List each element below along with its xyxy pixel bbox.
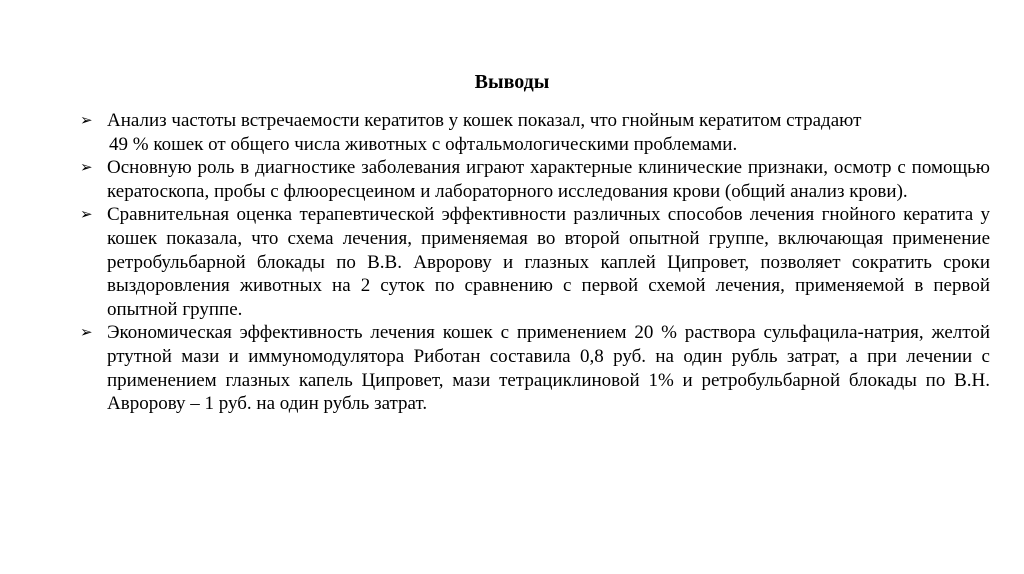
list-item — [80, 109, 990, 156]
arrow-bullet-icon: ➢ — [80, 111, 93, 129]
list-item-text: Основную роль в диагностике заболевания играют характерные клинические признаки, осмотр с помощью кератоскопа, пробы с флюоресцеином и лабораторного исследования крови (общий анализ крови). — [107, 157, 990, 202]
slide-title: Выводы — [474, 71, 550, 93]
list-item-text-line: Анализ частоты встречаемости кератитов у кошек показал, что гнойным кератитом страдают — [107, 110, 862, 131]
list-item-text-line: 49 % кошек от общего числа животных с офтальмологическими проблемами. — [109, 133, 738, 155]
list-item-text: Экономическая эффективность лечения кошек с применением 20 % раствора сульфацила-натрия, желтой ртутной мази и иммуномодулятора Риботан составила 0,8 руб. на один рубль затрат, а при лечении с применением глазных капель Ципровет, мази тетрациклиновой 1% и ретробульбарной блокады по В.Н. Авророву – 1 руб. на один рубль затрат. — [107, 322, 990, 415]
arrow-bullet-icon: ➢ — [80, 205, 93, 224]
list-item-text: Сравнительная оценка терапевтической эффективности различных способов лечения гнойного кератита у кошек показала, что схема лечения, применяемая во второй опытной группе, включающая применение ретробульбарной блокады по В.В. Авророву и глазных каплей Ципровет, позволяет сократить сроки выздоровления животных на 2 суток по сравнению с первой схемой лечения, применяемой в первой опытной группе. — [107, 204, 990, 320]
arrow-bullet-icon: ➢ — [80, 158, 93, 177]
list-item — [80, 321, 990, 415]
list-item — [80, 156, 990, 203]
list-item — [80, 203, 990, 321]
conclusions-list — [80, 109, 990, 416]
arrow-bullet-icon: ➢ — [80, 323, 93, 342]
